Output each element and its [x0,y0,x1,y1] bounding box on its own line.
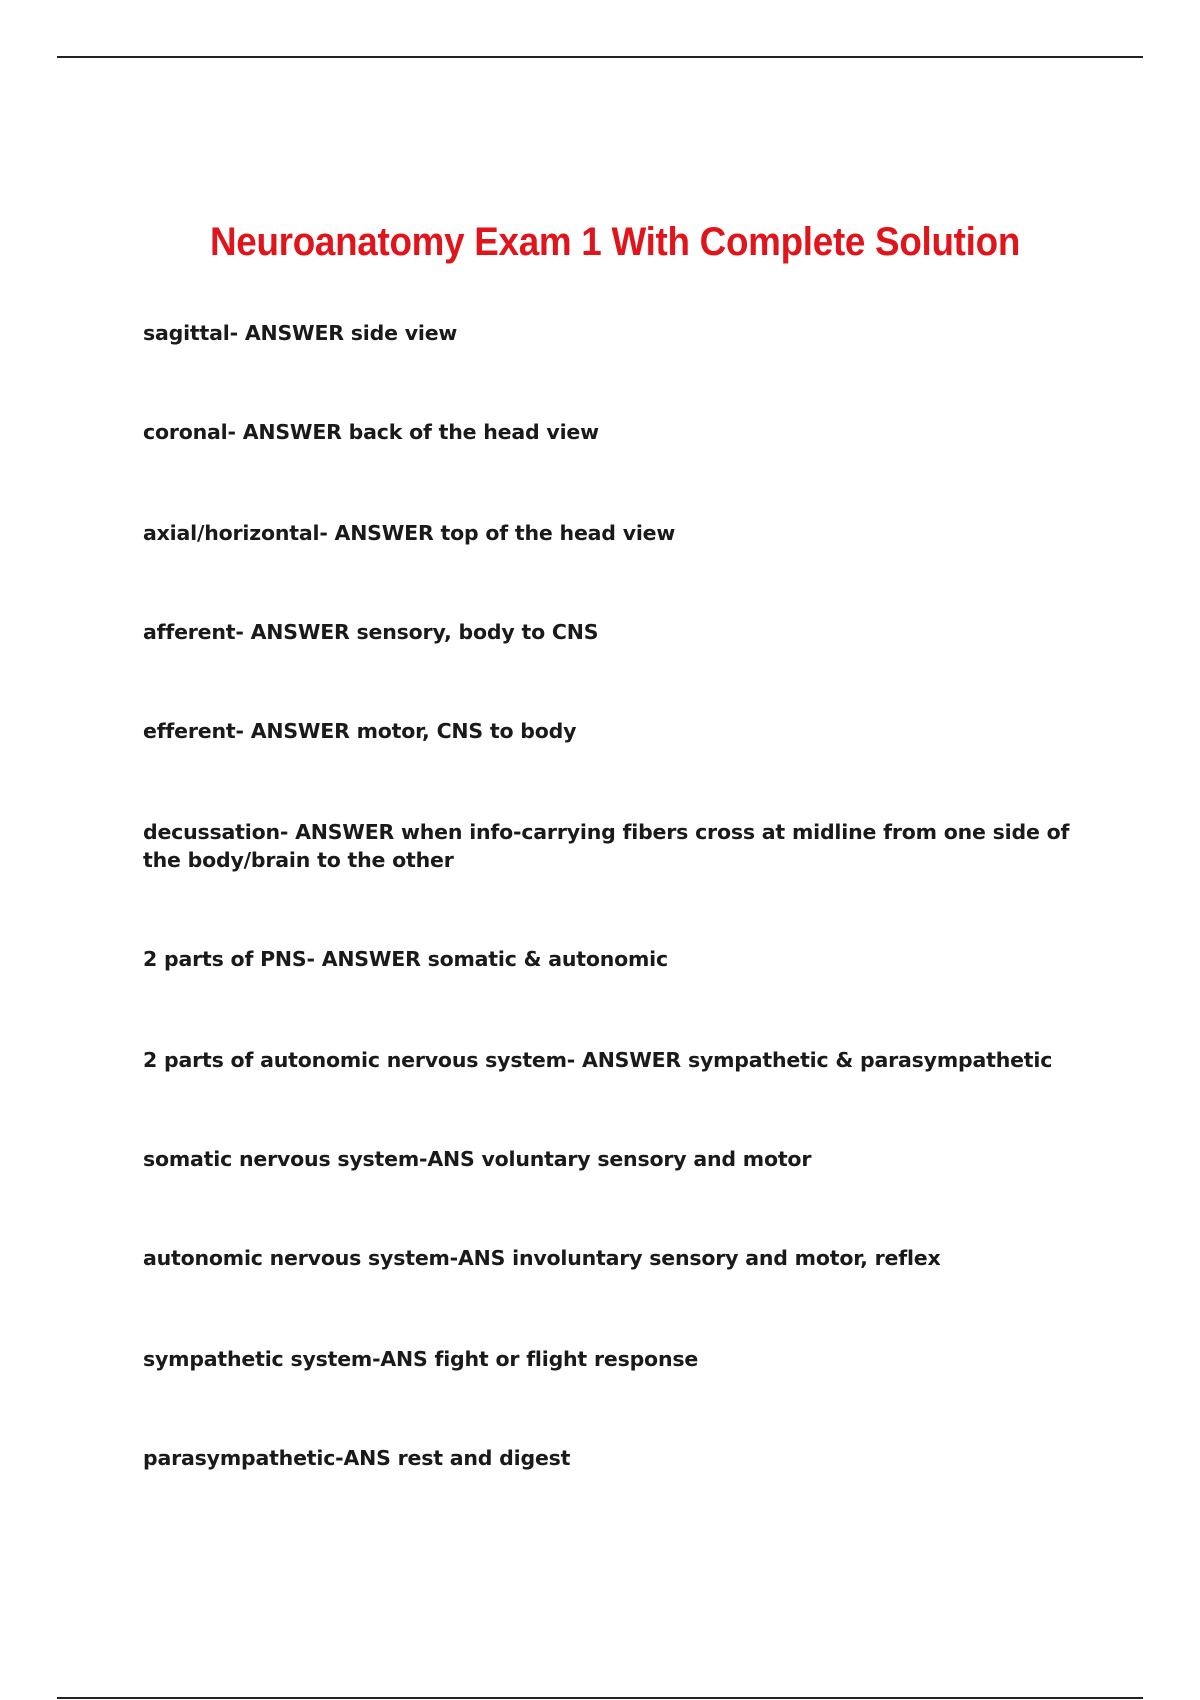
qa-item-parasympathetic: parasympathetic-ANS rest and digest [143,1446,571,1470]
qa-item-efferent: efferent- ANSWER motor, CNS to body [143,719,577,743]
qa-item-sympathetic: sympathetic system-ANS fight or flight response [143,1347,699,1371]
qa-item-somatic: somatic nervous system-ANS voluntary sensory and motor [143,1147,812,1171]
qa-item-autonomic: autonomic nervous system-ANS involuntary sensory and motor, reflex [143,1246,941,1270]
qa-item-axial: axial/horizontal- ANSWER top of the head view [143,521,676,545]
qa-item-pns-parts: 2 parts of PNS- ANSWER somatic & autonomic [143,947,668,971]
qa-item-afferent: afferent- ANSWER sensory, body to CNS [143,620,599,644]
qa-item-sagittal: sagittal- ANSWER side view [143,321,458,345]
qa-item-autonomic-parts: 2 parts of autonomic nervous system- ANSWER sympathetic & parasympathetic [143,1048,1053,1072]
document-title: Neuroanatomy Exam 1 With Complete Solution [209,219,1021,264]
qa-item-decussation: decussation- ANSWER when info-carrying fibers cross at midline from one side of the body/brain to the other [143,820,1070,872]
qa-item-coronal: coronal- ANSWER back of the head view [143,420,599,444]
bottom-rule [57,1697,1143,1699]
top-rule [57,56,1143,58]
